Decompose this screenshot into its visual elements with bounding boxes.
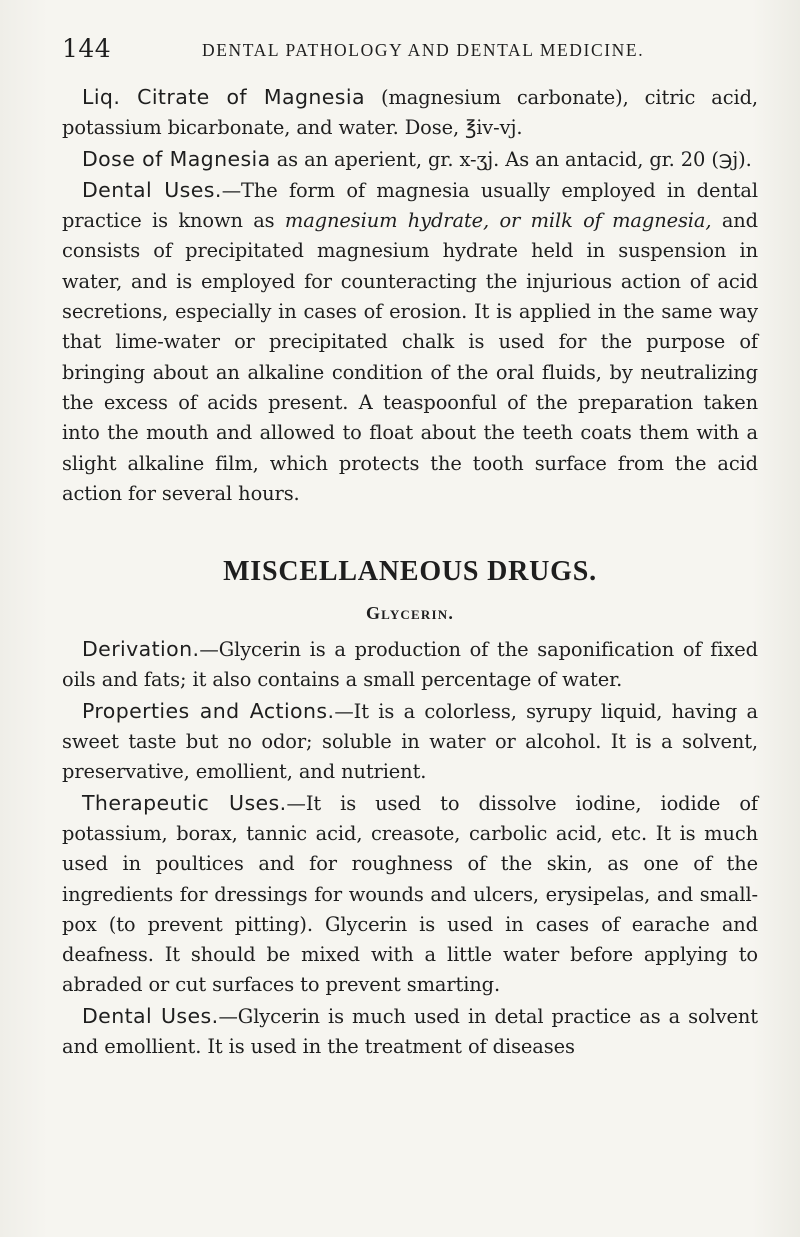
- paragraph-dental-uses-glycerin: [62, 1001, 758, 1063]
- italic-term: magnesium hydrate, or milk of magnesia,: [284, 209, 712, 233]
- paragraph-text: (magnesium carbonate), citric acid, potassium bicarbonate, and water. Dose, ℥iv-vj.: [62, 86, 758, 140]
- paragraph-properties: [62, 696, 758, 788]
- run-in-heading: Dose of Magnesia: [82, 146, 271, 171]
- subsection-title: Glycerin.: [365, 603, 455, 624]
- run-in-heading: Liq. Citrate of Magnesia: [82, 85, 365, 109]
- run-in-heading: Dental Uses.: [82, 1003, 219, 1028]
- paragraph-text: —Glycerin is much used in detal practice as a solvent and emollient. It is used in the treatment of diseases: [62, 1004, 758, 1059]
- paragraph-dental-uses-magnesia: [62, 175, 758, 509]
- running-head: [62, 34, 762, 64]
- paragraph-therapeutic-uses: [62, 788, 758, 1001]
- running-title: DENTAL PATHOLOGY AND DENTAL MEDICINE.: [202, 40, 645, 60]
- paragraph-text: —The form of magnesia usually employed in dental practice is known as: [62, 178, 758, 233]
- page-body: [62, 82, 758, 1062]
- paragraph-derivation: [62, 634, 758, 696]
- section-title: MISCELLANEOUS DRUGS.: [223, 556, 597, 588]
- run-in-heading: Dental Uses.: [82, 177, 222, 202]
- page-number: 144: [62, 34, 112, 63]
- paragraph-text: and consists of precipitated magnesium hydrate held in suspension in water, and is employed for counteracting the injurious action of acid secretions, especially in cases of erosion. It is applied in the same way that lime-water or precipitated chalk is used for the purpose of bringing about an alkaline condition of the oral fluids, by neutralizing the excess of acids present. A teaspoonful of the preparation taken into the mouth and allowed to float about the teeth coats them with a slight alkaline film, which protects the tooth surface from the acid action for several hours.: [62, 209, 758, 505]
- paragraph-text: as an aperient, gr. x-ʒj. As an antacid, gr. 20 (℈j).: [270, 147, 752, 171]
- paragraph-text: —It is a colorless, syrupy liquid, having a sweet taste but no odor; soluble in water or alcohol. It is a solvent, preservative, emollient, and nutrient.: [62, 699, 758, 784]
- run-in-heading: Properties and Actions.: [82, 698, 335, 723]
- run-in-heading: Therapeutic Uses.: [82, 790, 287, 815]
- paragraph-dose: [62, 144, 758, 175]
- paragraph-text: —It is used to dissolve iodine, iodide of potassium, borax, tannic acid, creasote, carbolic acid, etc. It is much used in poultices and for roughness of the skin, as one of the ingredients for dressings for wounds and ulcers, erysipelas, and small-pox (to prevent pitting). Glycerin is used in cases of earache and deafness. It should be mixed with a little water before applying to abraded or cut surfaces to prevent smarting.: [62, 791, 758, 997]
- paragraph-text: —Glycerin is a production of the saponification of fixed oils and fats; it also contains a small percentage of water.: [62, 638, 758, 692]
- run-in-heading: Derivation.: [82, 637, 200, 662]
- paragraph-liq-citrate: [62, 82, 758, 144]
